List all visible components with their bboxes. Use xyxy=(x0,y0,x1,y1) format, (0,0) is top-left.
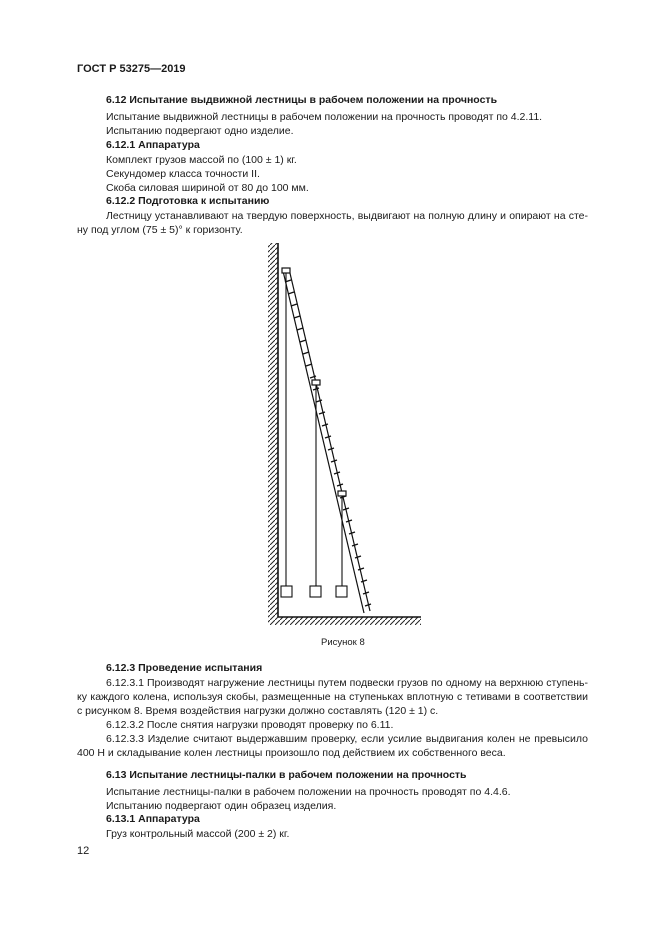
section-6-13-paragraph-2: Испытанию подвергают один образец изделия. xyxy=(106,800,337,812)
section-6-12-title: 6.12 Испытание выдвижной лестницы в рабочем положении на прочность xyxy=(106,94,498,106)
section-6-12-2-title: 6.12.2 Подготовка к испытанию xyxy=(106,195,270,207)
section-6-12-3-line-6: 400 Н и складывание колен лестницы произошло под действием их собственного веса. xyxy=(77,747,506,759)
document-header: ГОСТ Р 53275—2019 xyxy=(77,63,186,75)
weights xyxy=(281,273,347,597)
section-6-12-1-title: 6.12.1 Аппаратура xyxy=(106,139,200,151)
section-6-12-3-line-1: 6.12.3.1 Производят нагружение лестницы путем подвески грузов по одному на верхнюю ступень- xyxy=(106,677,588,689)
section-6-13-paragraph-1: Испытание лестницы-палки в рабочем положении на прочность проводят по 4.4.6. xyxy=(106,786,511,798)
section-6-12-2-line-1: Лестницу устанавливают на твердую поверхность, выдвигают на полную длину и опирают на сте- xyxy=(106,210,588,222)
section-6-12-paragraph-1: Испытание выдвижной лестницы в рабочем положении на прочность проводят по 4.2.11. xyxy=(106,111,543,123)
section-6-12-3-line-4: 6.12.3.2 После снятия нагрузки проводят проверку по 6.11. xyxy=(106,719,394,731)
page-number: 12 xyxy=(77,845,90,857)
section-6-13-title: 6.13 Испытание лестницы-палки в рабочем положении на прочность xyxy=(106,769,467,781)
section-6-13-1-item: Груз контрольный массой (200 ± 2) кг. xyxy=(106,828,290,840)
wall xyxy=(268,243,278,617)
ladder xyxy=(282,268,371,613)
list-item: Комплект грузов массой по (100 ± 1) кг. xyxy=(106,154,297,166)
section-6-12-3-line-3: с рисунком 8. Время воздействия нагрузки должно составлять (120 ± 1) с. xyxy=(77,705,439,717)
section-6-12-3-line-5: 6.12.3.3 Изделие считают выдержавшим проверку, если усилие выдвигания колен не превысило xyxy=(106,733,588,745)
ladder-rungs xyxy=(285,280,371,606)
floor xyxy=(268,617,421,625)
list-item: Скоба силовая шириной от 80 до 100 мм. xyxy=(106,182,309,194)
list-item: Секундомер класса точности II. xyxy=(106,168,260,180)
section-6-12-paragraph-2: Испытанию подвергают одно изделие. xyxy=(106,125,294,137)
section-6-13-1-title: 6.13.1 Аппаратура xyxy=(106,813,200,825)
figure-caption: Рисунок 8 xyxy=(321,637,365,648)
section-6-12-3-title: 6.12.3 Проведение испытания xyxy=(106,662,263,674)
section-6-12-3-line-2: ку каждого колена, используя скобы, размещенные на ступеньках вплотную с тетивами в соответствии xyxy=(77,691,588,703)
section-6-12-2-line-2: ну под углом (75 ± 5)° к горизонту. xyxy=(77,224,243,236)
